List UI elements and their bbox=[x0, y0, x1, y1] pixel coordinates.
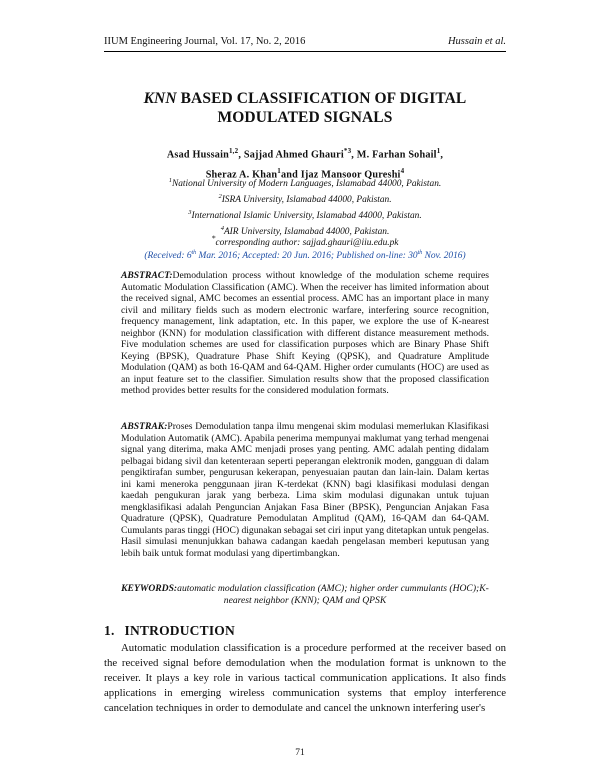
abstract-label: ABSTRACT: bbox=[121, 270, 173, 281]
author-sup: 1 bbox=[277, 167, 281, 176]
abstract-english bbox=[121, 270, 489, 397]
affiliations bbox=[104, 175, 506, 239]
received-dates bbox=[104, 250, 506, 261]
author-and: and bbox=[280, 169, 298, 181]
author-sup: 1 bbox=[436, 147, 441, 155]
abstract-malay bbox=[121, 421, 489, 559]
section-heading bbox=[104, 623, 235, 639]
received-part: Nov. 2016) bbox=[422, 251, 466, 262]
journal-citation: IIUM Engineering Journal, Vol. 17, No. 2, 2016 bbox=[104, 36, 306, 47]
author-list: Asad Hussain$^{1,2}$, Sajjad Ahmed Ghauri$^{*3}$, M. Farhan Sohail$^1$, Sheraz A. Khan$^1$and Ijaz Mansoor Qureshi$^4$ bbox=[166, 147, 444, 181]
corresponding-author: *corresponding author: sajjad.ghauri@iiu.edu.pk bbox=[211, 234, 399, 249]
author-name: M. Farhan Sohail bbox=[356, 149, 437, 161]
author-name: Sheraz A. Khan bbox=[205, 169, 278, 181]
author-name: Sajjad Ahmed Ghauri bbox=[243, 149, 344, 161]
affiliation-sup: 2 bbox=[218, 192, 222, 200]
affiliation bbox=[104, 191, 506, 207]
keywords-text: automatic modulation classification (AMC); higher order cummulants (HOC);K-nearest neighbor (KNN); QAM and QPSK bbox=[177, 583, 489, 606]
keywords bbox=[121, 583, 489, 607]
title-keyword: KNN bbox=[143, 90, 177, 107]
affiliation bbox=[104, 175, 506, 191]
author-sup: *3 bbox=[343, 147, 352, 155]
corresponding-text: corresponding author: sajjad.ghauri@iiu.edu.pk bbox=[215, 238, 399, 249]
received-sup: th bbox=[417, 250, 423, 256]
paper-title bbox=[104, 89, 506, 127]
affiliation-text: National University of Modern Languages, Islamabad 44000, Pakistan. bbox=[171, 179, 442, 190]
abstrak-text: Proses Demodulation tanpa ilmu mengenai skim modulasi memerlukan Klasifikasi Modulation Automatik (AMC). Apabila penerima mempunyai maklumat yang terhad mengenai signal yang diterima, maka AMC menjadi proses yang penting. AMC adalah penting didalam pelbagai bidang sivil dan ketenteraan seperti peperangan elektronik moden, gangguan di dalam pengiktirafan sumber, pengurusan kekerapan, penyesuaian pautan dan lain-lain. Dalam kertas ini kami meneroka penggunaan jiran K-terdekat (KNN) bagi klasifikasi modulasi dengan kaedah pengukuran jarak yang berbeza. Lima skim modulasi digunakan untuk tujuan mengklasifikasi adalah Penguncian Anjakan Fasa Biner (BPSK), Penguncian Anjakan Fasa Quadrature (QPSK), Quadrature Pemodulatan Amplitud (QAM), 16-QAM dan 64-QAM. Cumulants paras tinggi (HOC) digunakan sebagai set ciri input yang ditetapkan untuk pengelas. Hasil simulasi menunjukkan bahawa cadangan kaedah pengelasan memberi keputusan yang lebih baik untuk format modulasi yang dipertimbangkan. bbox=[121, 421, 489, 559]
abstrak-label: ABSTRAK: bbox=[121, 421, 168, 432]
affiliation-text: AIR University, Islamabad 44000, Pakistan. bbox=[223, 226, 390, 237]
keywords-label: KEYWORDS: bbox=[121, 583, 178, 594]
affiliation-sup: 1 bbox=[168, 177, 172, 184]
author-sup: 4 bbox=[400, 167, 405, 176]
affiliation-sup: 4 bbox=[220, 224, 224, 232]
affiliation-text: International Islamic University, Islamabad 44000, Pakistan. bbox=[191, 210, 422, 221]
section-title: INTRODUCTION bbox=[124, 623, 235, 638]
received-sup: th bbox=[191, 250, 197, 256]
affiliation-sup: 3 bbox=[188, 208, 192, 216]
abstract-text: Demodulation process without knowledge of the modulation scheme requires Automatic Modulation Classification (AMC). When the receiver has limited information about the received signal, AMC becomes an essential process. AMC has an important place in many civil and military fields such as modern electronic warfare, interfering source recognition, frequency management, link adaptation, etc. In this paper, we explore the use of K-nearest neighbor (KNN) for modulation classification with different distance measurement methods. Five modulation schemes are used for classification purposes which are Binary Phase Shift Keying (BPSK), Quadrature Phase Shift Keying (QPSK), and Quadrature Amplitude Modulation (QAM) as both 16-QAM and 64-QAM. Higher order cumulants (HOC) are used as an input feature set to the classifier. Simulation results show that the proposed classification method provides better results for the considered modulation formats. bbox=[121, 270, 489, 396]
running-author: Hussain et al. bbox=[447, 36, 506, 47]
affiliation bbox=[104, 207, 506, 223]
author-name: Asad Hussain bbox=[166, 149, 229, 161]
title-rest: BASED CLASSIFICATION OF DIGITAL MODULATED SIGNALS bbox=[176, 90, 467, 126]
affiliation-text: ISRA University, Islamabad 44000, Pakistan. bbox=[221, 195, 392, 206]
introduction-paragraph: Automatic modulation classification is a procedure performed at the receiver based on the received signal before demodulation when the modulation format is unknown to the receiver. It plays a key role in various tactical communication applications. It also finds applications in emerging wireless communication systems that employ interference cancelation techniques in order to demodulate and cancel the unknown interfering user's bbox=[104, 642, 506, 714]
author-sup: 1,2 bbox=[228, 147, 239, 155]
section-number: 1. bbox=[104, 623, 115, 638]
author-name: Ijaz Mansoor Qureshi bbox=[300, 169, 401, 181]
header-rule bbox=[104, 51, 506, 52]
received-part: Mar. 2016; Accepted: 20 Jun. 2016; Published on-line: 30 bbox=[196, 251, 418, 262]
page-number: 71 bbox=[295, 748, 305, 758]
received-part: (Received: 6 bbox=[144, 251, 192, 262]
